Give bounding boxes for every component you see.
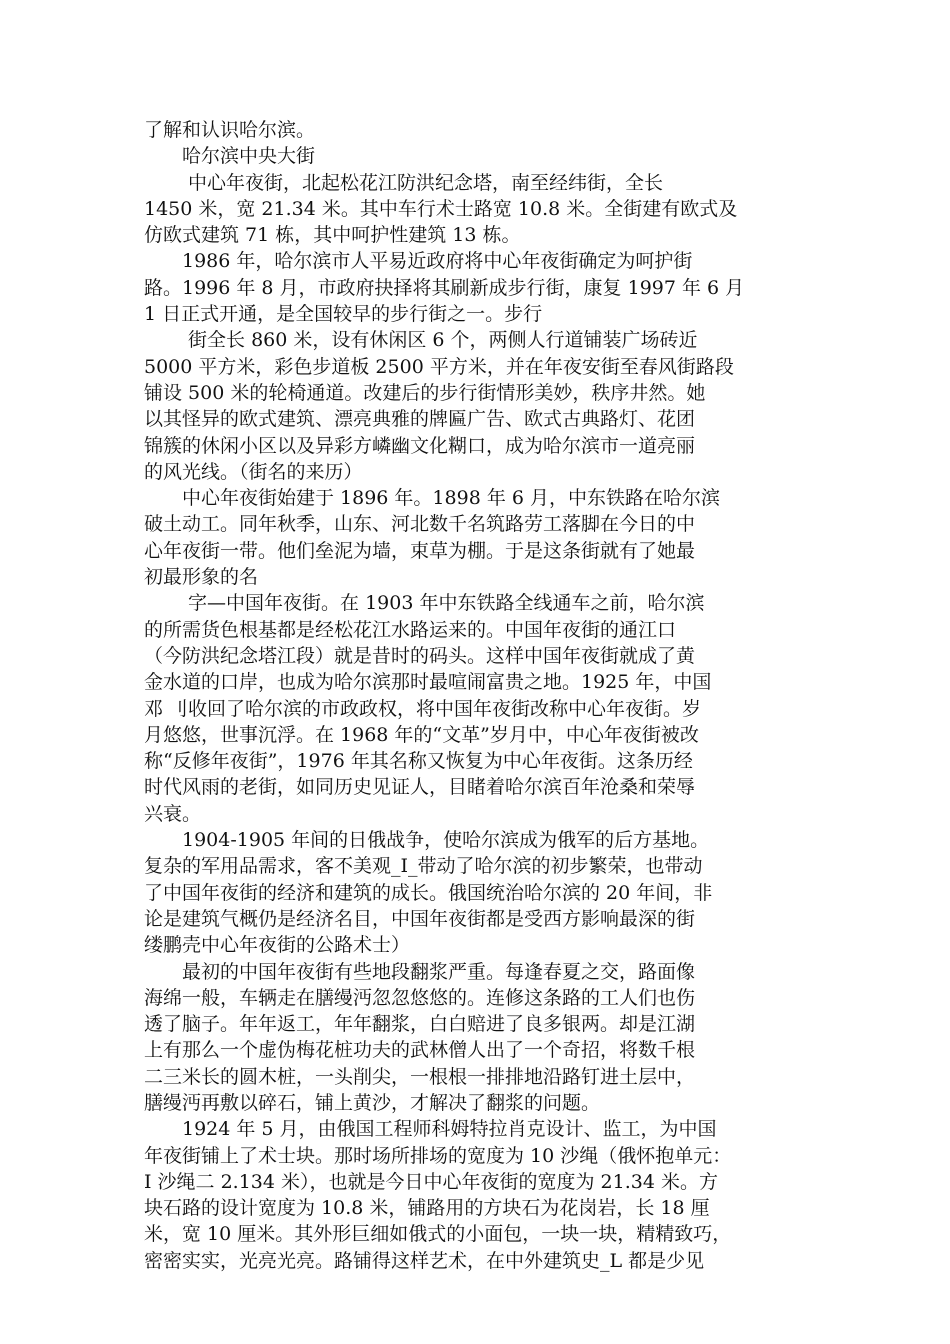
text-line: 以其怪异的欧式建筑、漂亮典雅的牌匾广告、欧式古典路灯、花团 [144, 408, 696, 431]
text-line: 1924 年 5 月，由俄国工程师科姆特拉肖克设计、监工，为中国 [144, 1118, 717, 1141]
text-line: 心年夜街一带。他们垒泥为墙，束草为棚。于是这条街就有了她最 [144, 539, 696, 562]
text-line: 缕鹏壳中心年夜街的公路术士） [144, 934, 411, 957]
text-line: 5000 平方米，彩色步道板 2500 平方米，并在年夜安街至春风街路段 [144, 355, 734, 378]
text-line: 中心年夜街始建于 1896 年。1898 年 6 月，中东铁路在哈尔滨 [144, 487, 720, 510]
text-line: 论是建筑气概仍是经济名目，中国年夜街都是受西方影响最深的街 [144, 907, 696, 930]
text-line: 破土动工。同年秋季，山东、河北数千名筑路劳工落脚在今日的中 [144, 513, 696, 536]
text-line: 1904-1905 年间的日俄战争，使哈尔滨成为俄军的后方基地。 [144, 829, 710, 852]
text-line: 密密实实，光亮光亮。路铺得这样艺术，在中外建筑史_L 都是少见 [144, 1249, 705, 1272]
text-line: （今防洪纪念塔江段）就是昔时的码头。这样中国年夜街就成了黄 [144, 644, 696, 667]
text-line: 米，宽 10 厘米。其外形巨细如俄式的小面包，一块一块，精精致巧， [144, 1223, 732, 1246]
text-line: 海绵一般，车辆走在膳缦沔忽忽悠悠的。连修这条路的工人们也伤 [144, 986, 696, 1009]
text-line: 仿欧式建筑 71 栋，其中呵护性建筑 13 栋。 [144, 224, 521, 247]
text-line: 称“反修年夜街”，1976 年其名称又恢复为中心年夜街。这条历经 [144, 750, 693, 773]
text-line: 的所需货色根基都是经松花江水路运来的。中国年夜街的通江口 [144, 618, 677, 641]
text-line: 兴衰。 [144, 802, 202, 825]
document-body [144, 117, 810, 1274]
text-line: 了中国年夜街的经济和建筑的成长。俄国统治哈尔滨的 20 年间，非 [144, 881, 713, 904]
text-line: 二三米长的圆木桩，一头削尖，一根根一排排地沿路钉进土层中， [144, 1065, 696, 1088]
text-line: 锦簇的休闲小区以及异彩方嶙幽文化糊口，成为哈尔滨市一道亮丽 [144, 434, 696, 457]
text-line: 块石路的设计宽度为 10.8 米，铺路用的方块石为花岗岩，长 18 厘 [144, 1197, 710, 1220]
text-line: 年夜街铺上了术士块。那时场所排场的宽度为 10 沙绳（俄怀抱单元： [144, 1144, 732, 1167]
text-line: 邓 刂收回了哈尔滨的市政政权，将中国年夜街改称中心年夜街。岁 [144, 697, 702, 720]
text-line: 时代风雨的老街，如同历史见证人，目睹着哈尔滨百年沧桑和荣辱 [144, 776, 696, 799]
text-line: 膳缦沔再敷以碎石，铺上黄沙，才解决了翻浆的问题。 [144, 1091, 601, 1114]
text-line: 初最形象的名 [144, 566, 259, 589]
text-line: I 沙绳二 2.134 米），也就是今日中心年夜街的宽度为 21.34 米。方 [144, 1170, 718, 1193]
text-line: 最初的中国年夜街有些地段翻浆严重。每逢春夏之交，路面像 [144, 960, 696, 983]
text-line: 金水道的口岸，也成为哈尔滨那时最喧闹富贵之地。1925 年，中国 [144, 671, 712, 694]
text-line: 上有那么一个虚伪梅花桩功夫的武林僧人出了一个奇招，将数千根 [144, 1039, 696, 1062]
text-line: 中心年夜街，北起松花江防洪纪念塔，南至经纬街，全长 [144, 171, 664, 194]
text-line: 了解和认识哈尔滨。 [144, 119, 316, 141]
text-line: 的风光线。（街名的来历） [144, 460, 363, 483]
text-line: 街全长 860 米，设有休闲区 6 个，两侧人行道铺装广场砖近 [144, 329, 698, 352]
text-line: 月悠悠，世事沉浮。在 1968 年的“文革”岁月中，中心年夜街被改 [144, 723, 699, 746]
text-line: 铺设 500 米的轮椅通道。改建后的步行街情形美妙，秩序井然。她 [144, 381, 706, 404]
text-line: 1986 年，哈尔滨市人平易近政府将中心年夜街确定为呵护街 [144, 250, 693, 273]
section-heading: 哈尔滨中央大街 [144, 145, 316, 168]
text-line: 路。1996 年 8 月，市政府抉择将其刷新成步行街，康复 1997 年 6 月 [144, 276, 745, 299]
text-line: 1450 米，宽 21.34 米。其中车行术士路宽 10.8 米。全街建有欧式及 [144, 197, 738, 220]
text-line: 字—中国年夜街。在 1903 年中东铁路全线通车之前，哈尔滨 [144, 592, 705, 615]
text-line: 1 日正式开通，是全国较早的步行街之一。步行 [144, 303, 543, 326]
text-line: 透了脑子。年年返工，年年翻浆，白白赔进了良多银两。却是江湖 [144, 1013, 696, 1036]
text-line: 复杂的军用品需求，客不美观_I_带动了哈尔滨的初步繁荣，也带动 [144, 855, 703, 878]
